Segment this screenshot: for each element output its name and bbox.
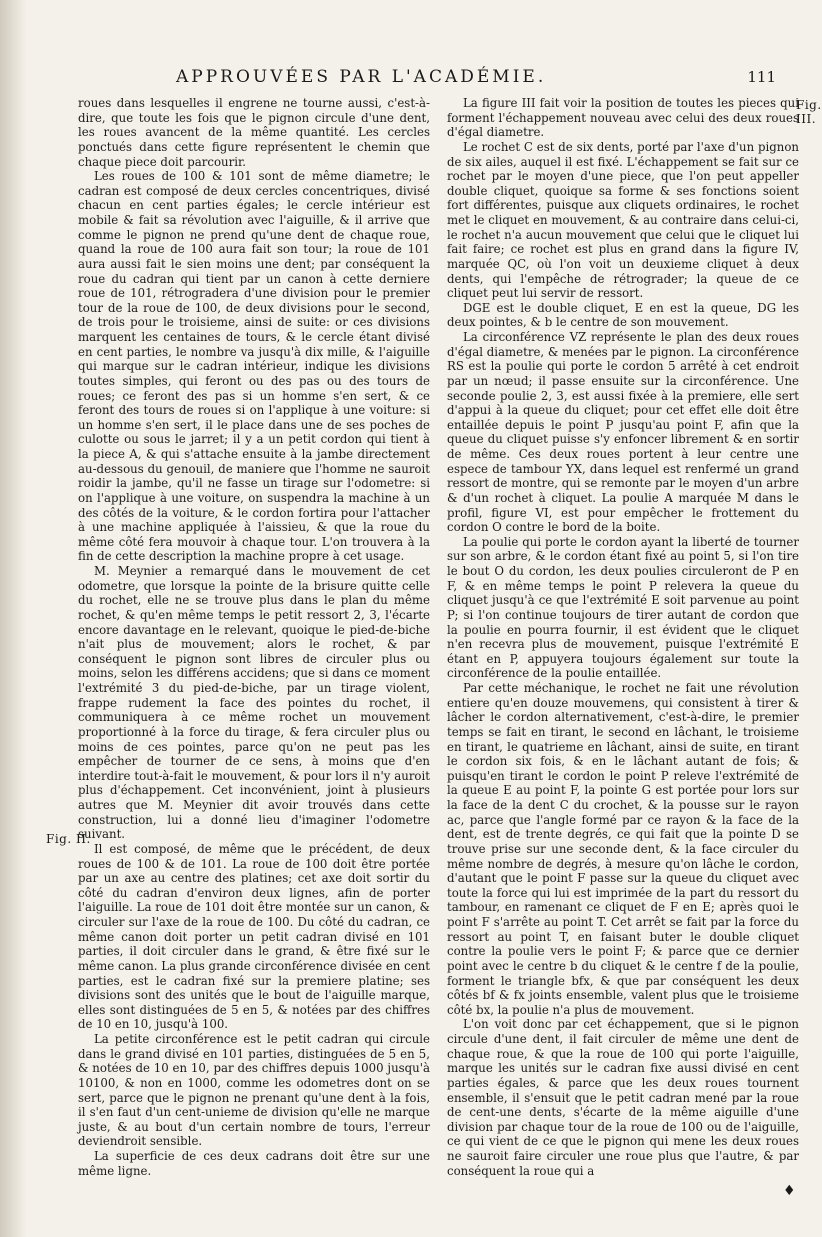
page-number: 111 bbox=[747, 68, 776, 86]
book-page bbox=[26, 0, 822, 1237]
paragraph: La superficie de ces deux cadrans doit être sur une même ligne. bbox=[78, 1149, 430, 1178]
paragraph: La poulie qui porte le cordon ayant la liberté de tourner sur son arbre, & le cordon étant fixé au point 5, si l'on tire le bout O du cordon, les deux poulies circuleront de P en F, & en même temps le point P relevera la queue du cliquet jusqu'à ce que l'extrémité E soit parvenue au point P; si l'on continue toujours de tirer autant de cordon que la poulie en pourra fournir, il est évident que le cliquet n'en recevra plus de mouvement, puisque l'extrémité E étant en P, appuyera toujours également sur toute la circonférence de la poulie entaillée. bbox=[447, 534, 799, 681]
right-column bbox=[447, 96, 799, 1178]
paragraph: Les roues de 100 & 101 sont de même diametre; le cadran est composé de deux cercles concentriques, divisé chacun en cent parties égales; le cercle intérieur est mobile & fait sa révolution avec l'aiguille, & il arrive que comme le pignon ne prend qu'une dent de chaque roue, quand la roue de 100 aura fait son tour; la roue de 101 aura aussi fait le sien moins une dent; par conséquent la roue du cadran qui tient par un canon à cette derniere roue de 101, rétrogradera d'une division pour le premier tour de la roue de 100, de deux divisions pour le second, de trois pour le troisieme, ainsi de suite: or ces divisions marquent les centaines de tours, & le cercle étant divisé en cent parties, le nombre va jusqu'à dix mille, & l'aiguille qui marque sur le cadran intérieur, indique les divisions toutes simples, qui feront ou des pas ou des tours de roues; ce feront des pas si un homme s'en sert, & ce feront des tours de roues si on l'applique à une voiture: si un homme s'en sert, il le place dans une de ses poches de culotte ou sous le jarret; il y a un petit cordon qui tient à la piece A, & qui s'attache ensuite à la jambe directement au-dessous du genouil, de maniere que l'homme ne sauroit roidir la jambe, qu'il ne fasse un tirage sur l'odometre: si on l'applique à une voiture, on suspendra la machine à un des côtés de la voiture, & le cordon fortira pour l'attacher à une machine appliquée à l'aissieu, & que la roue du même côté fera mouvoir à chaque tour. L'on trouvera à la fin de cette description la machine propre à cet usage. bbox=[78, 169, 430, 564]
figure-ref-right: Fig. III. bbox=[796, 98, 822, 126]
paragraph: roues dans lesquelles il engrene ne tourne aussi, c'est-à-dire, que toute les fois que le pignon circule d'une dent, les roues avancent de la même quantité. Les cercles ponctués dans cette figure représentent le chemin que chaque piece doit parcourir. bbox=[78, 96, 430, 169]
paragraph: La petite circonférence est le petit cadran qui circule dans le grand divisé en 101 parties, distinguées de 5 en 5, & notées de 10 en 10, par des chiffres depuis 1000 jusqu'à 10100, & non en 1000, comme les odometres dont on se sert, parce que le pignon ne prenant qu'une dent à la fois, il s'en faut d'un cent-unieme de division qu'elle ne marque juste, & au bout d'un certain nombre de tours, l'erreur deviendroit sensible. bbox=[78, 1032, 430, 1149]
ornament-mark: ♦ bbox=[783, 1183, 796, 1199]
paragraph: La circonférence VZ représente le plan des deux roues d'égal diametre, & menées par le pignon. La circonférence RS est la poulie qui porte le cordon 5 arrêté à cet endroit par un nœud; il passe ensuite sur la circonférence. Une seconde poulie 2, 3, est aussi fixée à la premiere, elle sert d'appui à la queue du cliquet; pour cet effet elle doit être entaillée depuis le point P jusqu'au point F, afin que la queue du cliquet puisse s'y enfoncer librement & en sortir de même. Ces deux roues portent à leur centre une espece de tambour YX, dans lequel est renfermé un grand ressort de montre, qui se remonte par le moyen d'un arbre & d'un rochet à cliquet. La poulie A marquée M dans le profil, figure VI, est pour empêcher le frottement du cordon O contre le bord de la boite. bbox=[447, 330, 799, 535]
left-column bbox=[78, 96, 430, 1178]
running-title: APPROUVÉES PAR L'ACADÉMIE. bbox=[176, 67, 547, 87]
figure-ref-left: Fig. II. bbox=[46, 832, 91, 846]
paragraph: DGE est le double cliquet, E en est la queue, DG les deux pointes, & b le centre de son mouvement. bbox=[447, 300, 799, 330]
paragraph: L'on voit donc par cet échappement, que si le pignon circule d'une dent, il fait circuler de même une dent de chaque roue, & que la roue de 100 qui porte l'aiguille, marque les unités sur le cadran fixe aussi divisé en cent parties égales, & parce que les deux roues tournent ensemble, il s'ensuit que le petit cadran mené par la roue de cent-une dents, s'écarte de la même aiguille d'une division par chaque tour de la roue de 100 ou de l'aiguille, ce qui vient de ce que le pignon qui mene les deux roues ne sauroit faire circuler une roue plus que l'autre, & par conséquent la roue qui a bbox=[447, 1017, 799, 1178]
paragraph: Il est composé, de même que le précédent, de deux roues de 100 & de 101. La roue de 100 doit être portée par un axe au centre des platines; cet axe doit sortir du côté du cadran d'environ deux lignes, afin de porter l'aiguille. La roue de 101 doit être montée sur un canon, & circuler sur l'axe de la roue de 100. Du côté du cadran, ce même canon doit porter un petit cadran divisé en 101 parties, il doit circuler dans le grand, & être fixé sur le même canon. La plus grande circonférence divisée en cent parties, est le cadran fixé sur la premiere platine; ses divisions sont des unités que le bout de l'aiguille marque, elles sont distinguées de 5 en 5, & notées par des chiffres de 10 en 10, jusqu'à 100. bbox=[78, 841, 430, 1032]
paragraph: M. Meynier a remarqué dans le mouvement de cet odometre, que lorsque la pointe de la brisure quitte celle du rochet, elle ne se trouve plus dans le plan du même rochet, & qu'en même temps le petit ressort 2, 3, l'écarte encore davantage en le relevant, quoique le pied-de-biche n'ait plus de mouvement; alors le rochet, & par conséquent le pignon sont libres de circuler plus ou moins, selon les différens accidens; que si dans ce moment l'extrémité 3 du pied-de-biche, par un tirage violent, frappe rudement la face des pointes du rochet, il communiquera à ce même rochet un mouvement proportionné à la force du tirage, & fera circuler plus ou moins de ces pointes, parce qu'on ne peut pas les empêcher de tourner de ce sens, à moins que d'en interdire tout-à-fait le mouvement, & pour lors il n'y auroit plus d'échappement. Cet inconvénient, joint à plusieurs autres que M. Meynier dit avoir trouvés dans cette construction, lui a donné lieu d'imaginer l'odometre suivant. bbox=[78, 564, 430, 842]
paragraph: Le rochet C est de six dents, porté par l'axe d'un pignon de six ailes, auquel il est fixé. L'échappement se fait sur ce rochet par le moyen d'une piece, que l'on peut appeller double cliquet, quoique sa forme & ses fonctions soient fort différentes, puisque aux cliquets ordinaires, le rochet met le cliquet en mouvement, & au contraire dans celui-ci, le rochet n'a aucun mouvement que celui que le cliquet lui fait faire; ce rochet est plus en grand dans la figure IV, marquée QC, où l'on voit un deuxieme cliquet à deux dents, qui l'empêche de rétrograder; la queue de ce cliquet peut lui servir de ressort. bbox=[447, 139, 799, 301]
book-binding-shadow bbox=[0, 0, 26, 1237]
running-header bbox=[176, 62, 776, 92]
paragraph: Par cette méchanique, le rochet ne fait une révolution entiere qu'en douze mouvemens, qui consistent à tirer & lâcher le cordon alternativement, c'est-à-dire, le premier temps se fait en tirant, le second en lâchant, le troisieme en tirant, le quatrieme en lâchant, ainsi de suite, en tirant le cordon six fois, & en le lâchant autant de fois; & puisqu'en tirant le cordon le point P releve l'extrémité de la queue E au point F, la pointe G est portée pour lors sur la face de la dent C du crochet, & la pousse sur le rayon ac, parce que l'angle formé par ce rayon & la face de la dent, est de trente degrés, ce qui fait que la pointe D se trouve prise sur une seconde dent, & la face circuler du même nombre de degrés, à mesure qu'on lâche le cordon, d'autant que le point F passe sur la queue du cliquet avec toute la force qui lui est imprimée de la part du ressort du tambour, en ramenant ce cliquet de F en E; après quoi le point F s'arrête au point T. Cet arrêt se fait par la force du ressort au point T, en faisant buter le double cliquet contre la poulie vers le point F; & parce que ce dernier point avec le centre b du cliquet & le centre f de la poulie, forment le triangle bfx, & que par conséquent les deux côtés bf & fx joints ensemble, valent plus que le troisieme côté bx, la poulie n'a plus de mouvement. bbox=[447, 681, 799, 1017]
paragraph: La figure III fait voir la position de toutes les pieces qui forment l'échappement nouveau avec celui des deux roues d'égal diametre. bbox=[447, 96, 799, 140]
